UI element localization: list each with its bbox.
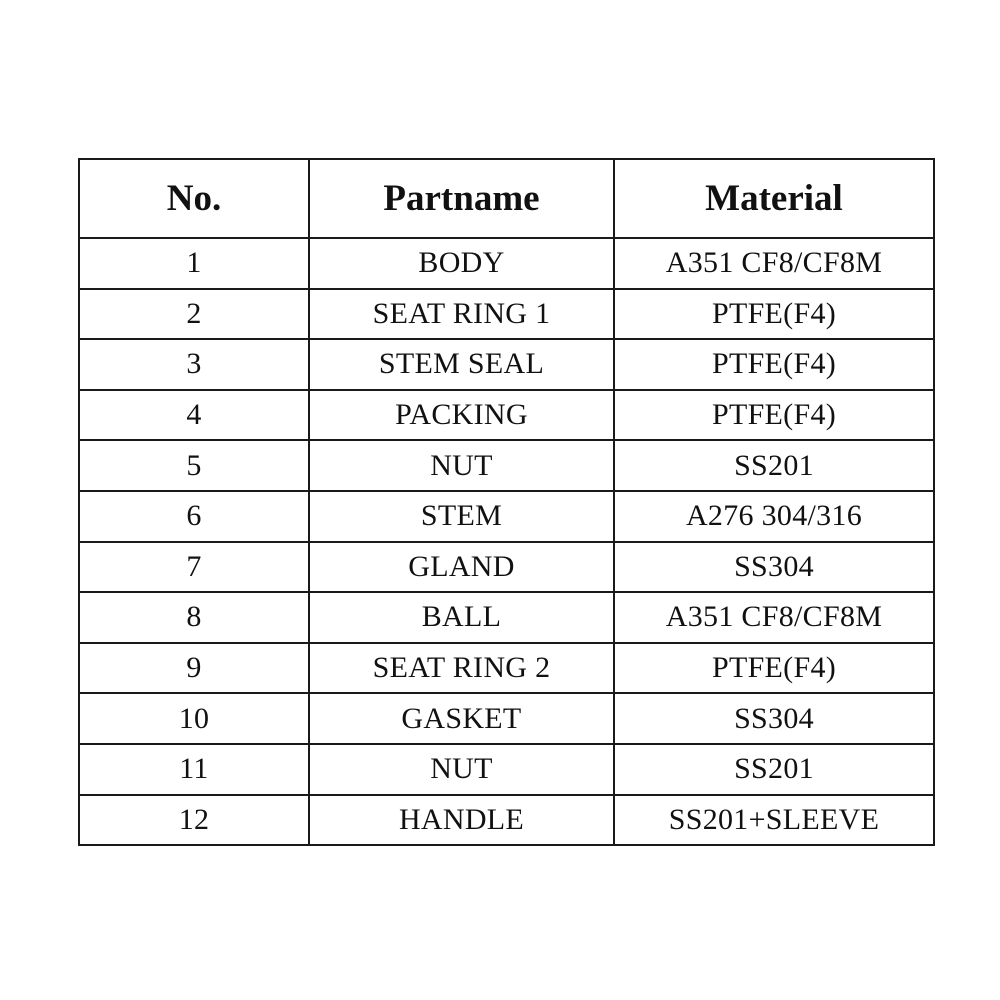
cell-material: PTFE(F4)	[614, 339, 934, 390]
cell-partname: HANDLE	[309, 795, 614, 846]
cell-material: SS304	[614, 542, 934, 593]
table-row	[79, 238, 934, 289]
table-row	[79, 491, 934, 542]
cell-no: 6	[79, 491, 309, 542]
cell-material: SS304	[614, 693, 934, 744]
table-header	[79, 159, 934, 238]
table-row	[79, 592, 934, 643]
table-row	[79, 542, 934, 593]
cell-no: 3	[79, 339, 309, 390]
cell-partname: BODY	[309, 238, 614, 289]
cell-partname: SEAT RING 1	[309, 289, 614, 340]
cell-no: 2	[79, 289, 309, 340]
cell-partname: PACKING	[309, 390, 614, 441]
cell-no: 8	[79, 592, 309, 643]
cell-no: 1	[79, 238, 309, 289]
cell-no: 4	[79, 390, 309, 441]
table-row	[79, 339, 934, 390]
header-material: Material	[614, 159, 934, 238]
cell-material: PTFE(F4)	[614, 643, 934, 694]
parts-table	[78, 158, 935, 846]
cell-partname: STEM	[309, 491, 614, 542]
cell-material: A276 304/316	[614, 491, 934, 542]
cell-no: 12	[79, 795, 309, 846]
table-row	[79, 390, 934, 441]
cell-no: 5	[79, 440, 309, 491]
cell-no: 7	[79, 542, 309, 593]
cell-material: SS201	[614, 440, 934, 491]
table-row	[79, 289, 934, 340]
cell-partname: NUT	[309, 440, 614, 491]
cell-material: SS201	[614, 744, 934, 795]
cell-partname: STEM SEAL	[309, 339, 614, 390]
cell-partname: SEAT RING 2	[309, 643, 614, 694]
cell-material: A351 CF8/CF8M	[614, 238, 934, 289]
cell-no: 9	[79, 643, 309, 694]
cell-material: PTFE(F4)	[614, 289, 934, 340]
table-row	[79, 795, 934, 846]
cell-material: A351 CF8/CF8M	[614, 592, 934, 643]
table-body	[79, 238, 934, 845]
cell-material: SS201+SLEEVE	[614, 795, 934, 846]
cell-partname: BALL	[309, 592, 614, 643]
header-no: No.	[79, 159, 309, 238]
table-row	[79, 440, 934, 491]
cell-partname: GASKET	[309, 693, 614, 744]
cell-partname: NUT	[309, 744, 614, 795]
header-row	[79, 159, 934, 238]
cell-partname: GLAND	[309, 542, 614, 593]
table-row	[79, 744, 934, 795]
cell-material: PTFE(F4)	[614, 390, 934, 441]
cell-no: 10	[79, 693, 309, 744]
table-row	[79, 693, 934, 744]
header-partname: Partname	[309, 159, 614, 238]
table-row	[79, 643, 934, 694]
cell-no: 11	[79, 744, 309, 795]
